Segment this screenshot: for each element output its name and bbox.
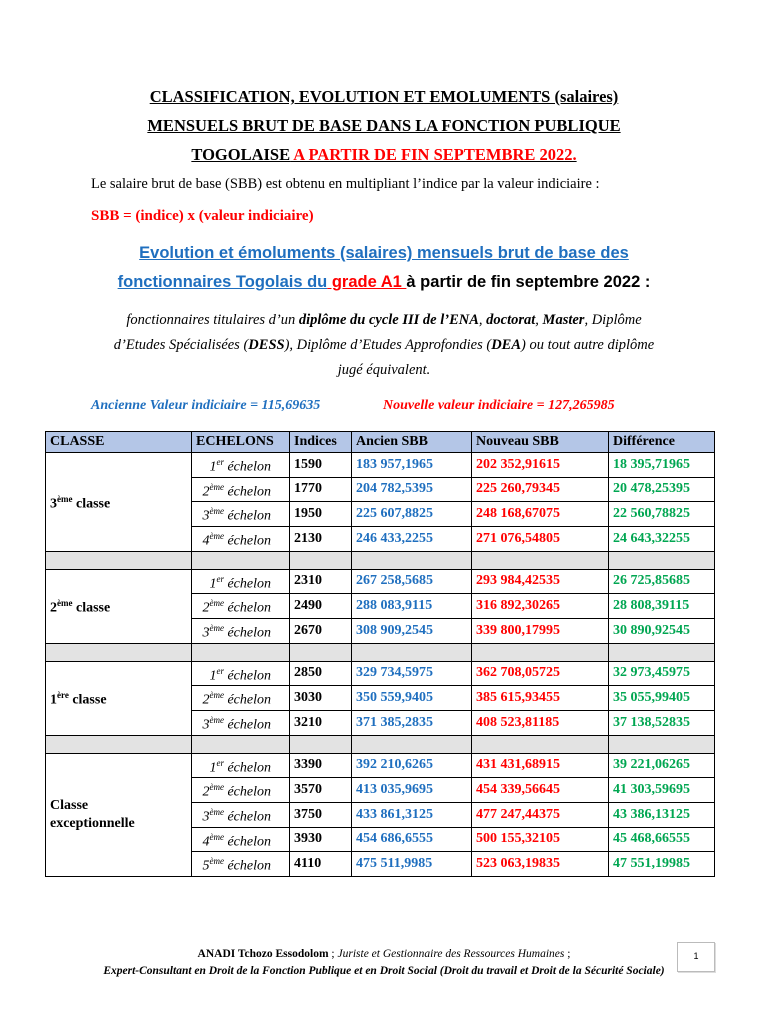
echelon-cell: 3ème échelon [192,618,290,643]
intro-text: Le salaire brut de base (SBB) est obtenu en multipliant l’indice par la valeur indiciaire : [91,176,600,192]
salary-table [45,431,715,877]
sbb-formula: SBB = (indice) x (valeur indiciaire) [91,208,314,224]
indice-cell: 1950 [290,502,352,527]
subtitle-line-2: fonctionnaires Togolais du grade A1 à partir de fin septembre 2022 : [117,273,651,291]
difference-cell: 47 551,19985 [609,852,715,877]
ancien-sbb-cell: 413 035,9695 [352,778,472,803]
indice-cell: 3930 [290,827,352,852]
difference-cell: 26 725,85685 [609,569,715,594]
nouveau-sbb-cell: 408 523,81185 [472,710,609,735]
indice-cell: 2670 [290,618,352,643]
spacer-cell [472,551,609,569]
nouveau-sbb-cell: 271 076,54805 [472,526,609,551]
ancien-sbb-cell: 308 909,2545 [352,618,472,643]
indice-cell: 2490 [290,594,352,619]
difference-cell: 24 643,32255 [609,526,715,551]
ancien-sbb-cell: 267 258,5685 [352,569,472,594]
ancien-sbb-cell: 246 433,2255 [352,526,472,551]
new-index-value: Nouvelle valeur indiciaire = 127,265985 [383,398,615,413]
class-cell: Classe exceptionnelle [46,753,192,876]
ancien-sbb-cell: 329 734,5975 [352,661,472,686]
class-cell: 1ère classe [46,661,192,735]
nouveau-sbb-cell: 202 352,91615 [472,453,609,478]
echelon-cell: 4ème échelon [192,526,290,551]
spacer-row [46,551,715,569]
ancien-sbb-cell: 475 511,9985 [352,852,472,877]
table-row [46,753,715,778]
ancien-sbb-cell: 392 210,6265 [352,753,472,778]
nouveau-sbb-cell: 477 247,44375 [472,802,609,827]
title-line-2: MENSUELS BRUT DE BASE DANS LA FONCTION PUBLIQUE [147,116,621,135]
difference-cell: 45 468,66555 [609,827,715,852]
header-echelons: ECHELONS [192,432,290,453]
spacer-cell [192,551,290,569]
echelon-cell: 5ème échelon [192,852,290,877]
echelon-cell: 2ème échelon [192,594,290,619]
indice-cell: 3390 [290,753,352,778]
ancien-sbb-cell: 204 782,5395 [352,477,472,502]
spacer-cell [46,551,192,569]
header-classe: CLASSE [46,432,192,453]
echelon-cell: 3ème échelon [192,502,290,527]
spacer-cell [46,643,192,661]
header-indices: Indices [290,432,352,453]
nouveau-sbb-cell: 248 168,67075 [472,502,609,527]
spacer-cell [290,735,352,753]
header-difference: Différence [609,432,715,453]
description-line-3: jugé équivalent. [337,362,431,378]
description-line-1: fonctionnaires titulaires d’un diplôme du cycle III de l’ENA, doctorat, Master, Diplôme [126,312,642,328]
footer-author-line: ANADI Tchozo Essodolom ; Juriste et Gestionnaire des Ressources Humaines ; [197,948,571,960]
indice-cell: 2130 [290,526,352,551]
table-header-row [46,432,715,453]
table-row [46,661,715,686]
spacer-cell [290,643,352,661]
echelon-cell: 1er échelon [192,661,290,686]
indice-cell: 3750 [290,802,352,827]
nouveau-sbb-cell: 500 155,32105 [472,827,609,852]
spacer-cell [192,735,290,753]
difference-cell: 20 478,25395 [609,477,715,502]
ancien-sbb-cell: 433 861,3125 [352,802,472,827]
ancien-sbb-cell: 288 083,9115 [352,594,472,619]
nouveau-sbb-cell: 362 708,05725 [472,661,609,686]
difference-cell: 30 890,92545 [609,618,715,643]
table-body [46,453,715,877]
indice-cell: 3210 [290,710,352,735]
class-cell: 2ème classe [46,569,192,643]
spacer-cell [352,551,472,569]
echelon-cell: 2ème échelon [192,477,290,502]
nouveau-sbb-cell: 339 800,17995 [472,618,609,643]
spacer-cell [46,735,192,753]
difference-cell: 39 221,06265 [609,753,715,778]
nouveau-sbb-cell: 316 892,30265 [472,594,609,619]
indice-cell: 4110 [290,852,352,877]
spacer-cell [609,643,715,661]
nouveau-sbb-cell: 454 339,56645 [472,778,609,803]
nouveau-sbb-cell: 523 063,19835 [472,852,609,877]
echelon-cell: 1er échelon [192,753,290,778]
echelon-cell: 1er échelon [192,569,290,594]
table-row [46,569,715,594]
page-number: 1 [677,942,715,972]
nouveau-sbb-cell: 385 615,93455 [472,686,609,711]
difference-cell: 37 138,52835 [609,710,715,735]
nouveau-sbb-cell: 431 431,68915 [472,753,609,778]
spacer-cell [609,551,715,569]
echelon-cell: 3ème échelon [192,802,290,827]
spacer-cell [290,551,352,569]
difference-cell: 32 973,45975 [609,661,715,686]
class-cell: 3ème classe [46,453,192,552]
ancien-sbb-cell: 350 559,9405 [352,686,472,711]
spacer-cell [472,643,609,661]
subtitle-line-1: Evolution et émoluments (salaires) mensuels brut de base des [139,244,629,262]
echelon-cell: 4ème échelon [192,827,290,852]
echelon-cell: 1er échelon [192,453,290,478]
nouveau-sbb-cell: 293 984,42535 [472,569,609,594]
difference-cell: 22 560,78825 [609,502,715,527]
difference-cell: 43 386,13125 [609,802,715,827]
table-row [46,453,715,478]
spacer-cell [352,735,472,753]
spacer-row [46,643,715,661]
indice-cell: 1770 [290,477,352,502]
spacer-row [46,735,715,753]
nouveau-sbb-cell: 225 260,79345 [472,477,609,502]
difference-cell: 28 808,39115 [609,594,715,619]
indice-cell: 1590 [290,453,352,478]
difference-cell: 35 055,99405 [609,686,715,711]
title-line-1: CLASSIFICATION, EVOLUTION ET EMOLUMENTS (salaires) [149,87,619,106]
header-nouveau-sbb: Nouveau SBB [472,432,609,453]
ancien-sbb-cell: 183 957,1965 [352,453,472,478]
old-index-value: Ancienne Valeur indiciaire = 115,69635 [91,398,321,413]
indice-cell: 2850 [290,661,352,686]
ancien-sbb-cell: 371 385,2835 [352,710,472,735]
difference-cell: 41 303,59695 [609,778,715,803]
ancien-sbb-cell: 225 607,8825 [352,502,472,527]
footer-role-line: Expert-Consultant en Droit de la Fonction Publique et en Droit Social (Droit du travail et Droit de la Sécurité Sociale) [103,965,665,977]
spacer-cell [472,735,609,753]
indice-cell: 3030 [290,686,352,711]
title-line-3: TOGOLAISE A PARTIR DE FIN SEPTEMBRE 2022. [191,145,577,164]
echelon-cell: 2ème échelon [192,686,290,711]
header-ancien-sbb: Ancien SBB [352,432,472,453]
ancien-sbb-cell: 454 686,6555 [352,827,472,852]
echelon-cell: 3ème échelon [192,710,290,735]
difference-cell: 18 395,71965 [609,453,715,478]
indice-cell: 2310 [290,569,352,594]
spacer-cell [192,643,290,661]
echelon-cell: 2ème échelon [192,778,290,803]
spacer-cell [352,643,472,661]
indice-cell: 3570 [290,778,352,803]
spacer-cell [609,735,715,753]
description-line-2: d’Etudes Spécialisées (DESS), Diplôme d’Etudes Approfondies (DEA) ou tout autre diplôme [113,337,655,353]
